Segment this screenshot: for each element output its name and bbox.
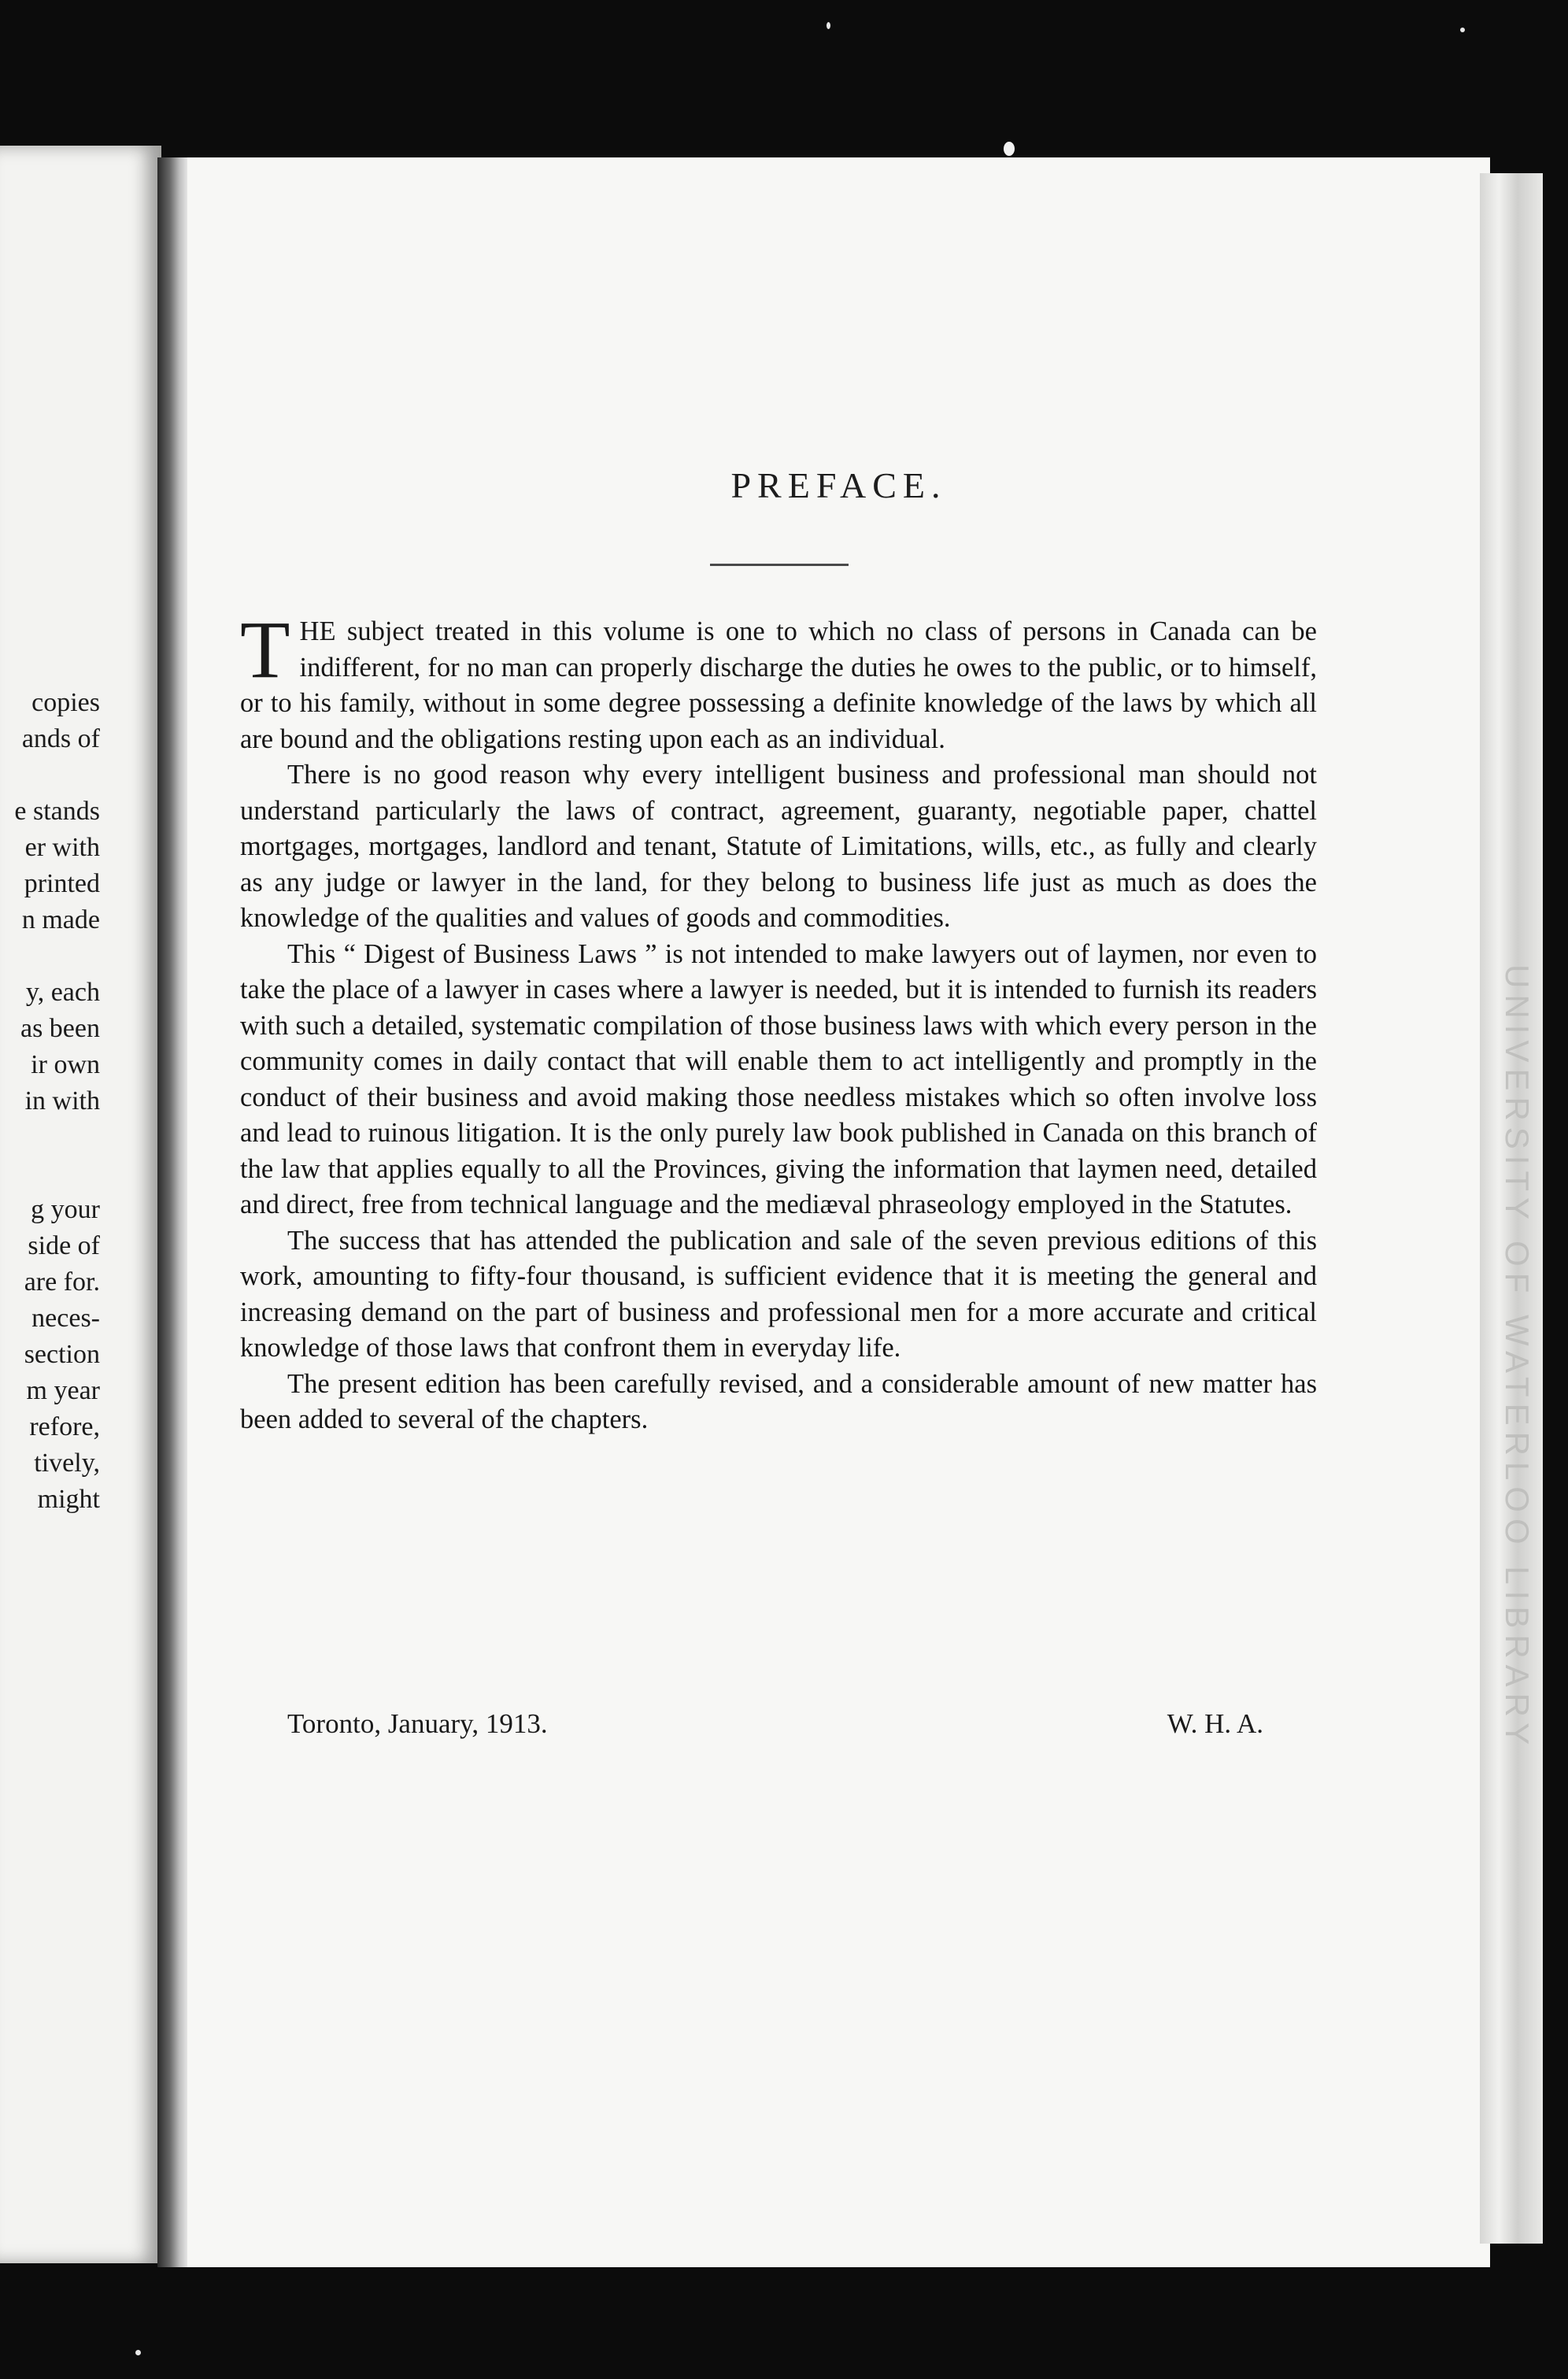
paragraph-2: There is no good reason why every intelligent business and professional man should not understand particularly the laws of contract, agreement, guaranty, negotiable paper, chattel mortgages, mortgages, landlord and tenant, Statute of Limitations, wills, etc., as fully and clearly as any judge or lawyer in the land, for they belong to business life just as much as does the knowledge of the qualities and values of goods and commodities. bbox=[240, 760, 1317, 933]
place-date: Toronto, January, 1913. bbox=[287, 1708, 548, 1739]
paragraph-4: The success that has attended the publication and sale of the seven previous editions of this work, amounting to fifty-four thousand, is sufficient evidence that it is meeting the general and increasing demand on the part of business and professional men for a more accurate and critical knowledge of those laws that confront them in everyday life. bbox=[240, 1225, 1317, 1363]
drop-cap: T bbox=[240, 605, 290, 695]
left-page-fragment: tively, bbox=[34, 1448, 100, 1478]
left-page-fragment: side of bbox=[28, 1231, 100, 1260]
left-page-fragment: g your bbox=[31, 1195, 100, 1224]
scan-speck bbox=[1460, 28, 1465, 32]
left-page-fragment: as been bbox=[20, 1014, 100, 1043]
left-page-fragment: might bbox=[37, 1485, 100, 1514]
left-page-fragment: m year bbox=[26, 1376, 100, 1405]
left-page-fragment: ands of bbox=[21, 724, 100, 753]
scan-speck bbox=[1004, 142, 1015, 156]
scan-speck bbox=[827, 22, 830, 29]
preface-body bbox=[240, 605, 1317, 1438]
author-initials: W. H. A. bbox=[1167, 1708, 1263, 1739]
left-page-fragment: y, each bbox=[25, 978, 100, 1007]
book-gutter bbox=[157, 157, 189, 2267]
left-page-fragment: in with bbox=[24, 1086, 100, 1116]
left-page-fragment: er with bbox=[24, 833, 100, 862]
left-page-fragment: ir own bbox=[31, 1050, 100, 1079]
left-page-fragment: section bbox=[24, 1340, 100, 1369]
left-page-fragment bbox=[0, 1156, 100, 1192]
left-page-fragment: e stands bbox=[14, 797, 100, 826]
library-stamp: UNIVERSITY OF WATERLOO LIBRARY bbox=[1499, 964, 1536, 1752]
paragraph-5: The present edition has been carefully revised, and a considerable amount of new matter has been added to several of the chapters. bbox=[240, 1368, 1317, 1434]
page-title: PREFACE. bbox=[730, 465, 947, 505]
paragraph-3: This “ Digest of Business Laws ” is not intended to make lawyers out of laymen, nor even to take the place of a lawyer in cases where a lawyer is needed, but it is intended to furnish its readers with such a detailed, systematic compilation of those business laws with which every person in the community comes in daily contact that will enable them to act intelligently and promptly in the conduct of their business and avoid making those needless mistakes which so often involve loss and lead to ruinous litigation. It is the only purely law book published in Canada on this branch of the law that applies equally to all the Provinces, giving the information that laymen need, detailed and direct, free from technical language and the mediæval phraseology employed in the Statutes. bbox=[240, 938, 1317, 1219]
left-page-fragment: printed bbox=[24, 869, 100, 898]
left-page-fragment: copies bbox=[31, 688, 100, 717]
left-page-text bbox=[0, 685, 100, 1518]
left-page-fragment bbox=[0, 938, 100, 975]
paragraph-1: THE subject treated in this volume is one to which no class of persons in Canada can be indifferent, for no man can properly discharge the duties he owes to the public, or to himself, or to his family, without in some degree possessing a definite knowledge of the laws by which all are bound and the obligations resting upon each as an individual. bbox=[240, 605, 1317, 754]
left-page-fragment: are for. bbox=[24, 1267, 100, 1297]
left-page-fragment: n made bbox=[21, 905, 100, 934]
left-page-fragment: neces- bbox=[31, 1304, 100, 1333]
scan-speck bbox=[135, 2350, 141, 2355]
left-facing-page bbox=[0, 146, 161, 2263]
left-page-fragment: refore, bbox=[29, 1412, 100, 1441]
left-page-fragment bbox=[0, 757, 100, 794]
title-rule bbox=[710, 564, 849, 566]
left-page-fragment bbox=[0, 1119, 100, 1156]
